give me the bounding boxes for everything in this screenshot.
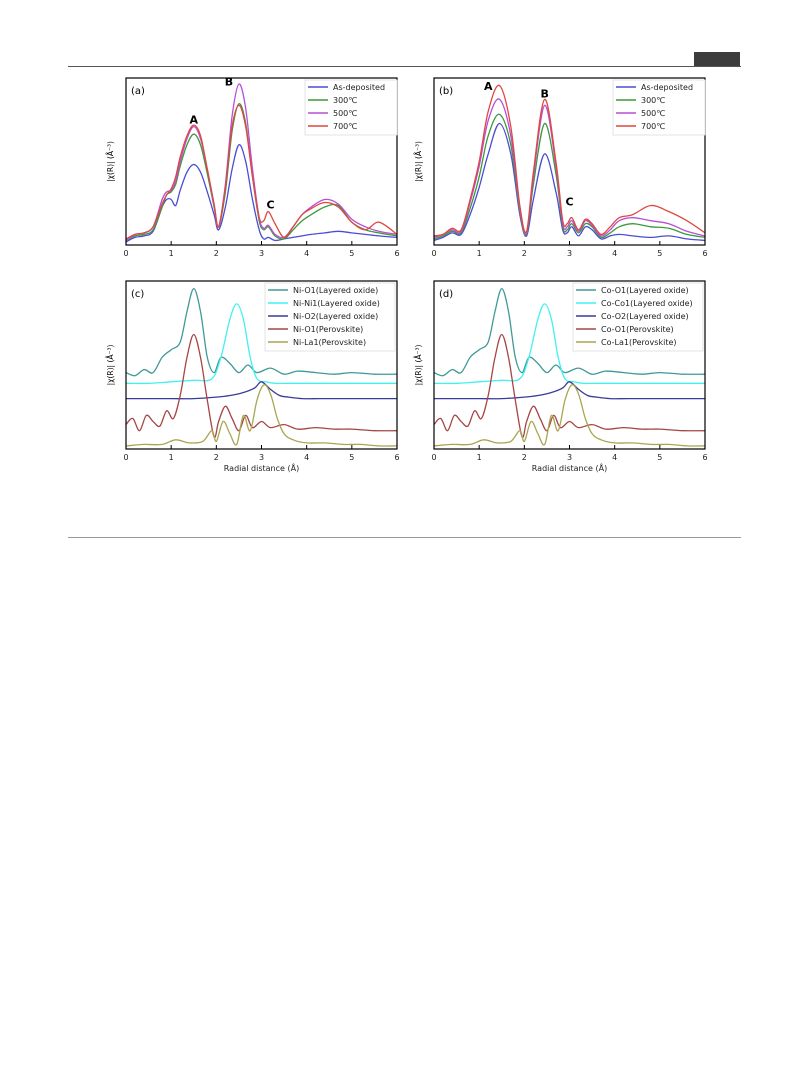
- panel-label: (d): [439, 289, 454, 300]
- chart-panel-c: [104, 279, 404, 487]
- x-tick-label: 3: [258, 453, 265, 462]
- header-tab: [694, 52, 740, 66]
- legend: [613, 80, 705, 135]
- x-tick-label: 0: [431, 453, 437, 462]
- x-tick-label: 1: [476, 249, 482, 258]
- legend-label: Co-O1(Layered oxide): [601, 286, 689, 295]
- panel-label: (a): [131, 86, 145, 97]
- x-tick-label: 4: [304, 249, 310, 258]
- legend-label: Co-La1(Perovskite): [601, 338, 677, 347]
- series-line-5: [126, 385, 397, 446]
- x-tick-label: 0: [431, 249, 437, 258]
- x-tick-label: 5: [657, 249, 663, 258]
- y-axis-label: |χ(R)| (Å⁻³): [106, 141, 115, 182]
- legend-label: Co-Co1(Layered oxide): [601, 299, 693, 308]
- series-line-3: [434, 382, 705, 399]
- x-tick-label: 0: [123, 249, 129, 258]
- legend-label: 500℃: [641, 109, 666, 118]
- y-axis-label: |χ(R)| (Å⁻³): [106, 344, 115, 386]
- x-tick-label: 5: [349, 249, 355, 258]
- chart-panel-d: [412, 279, 712, 487]
- x-tick-label: 6: [702, 249, 708, 258]
- x-tick-label: 2: [213, 249, 219, 258]
- x-tick-label: 1: [476, 453, 482, 462]
- x-tick-label: 6: [394, 249, 400, 258]
- panel-label: (b): [439, 86, 454, 97]
- legend-label: Ni-O1(Layered oxide): [293, 286, 379, 295]
- x-tick-label: 2: [521, 453, 527, 462]
- series-line-5: [434, 385, 705, 446]
- x-tick-label: 1: [168, 453, 174, 462]
- legend: [305, 80, 397, 135]
- legend-label: As-deposited: [641, 83, 694, 92]
- y-axis-label: |χ(R)| (Å⁻³): [414, 141, 423, 182]
- peak-annotation: A: [189, 113, 199, 127]
- legend-label: Ni-O2(Layered oxide): [293, 312, 379, 321]
- x-tick-label: 2: [521, 249, 527, 258]
- x-tick-label: 4: [612, 453, 618, 462]
- legend: [265, 283, 395, 351]
- legend-label: Ni-La1(Perovskite): [293, 338, 367, 347]
- legend-label: Co-O2(Layered oxide): [601, 312, 689, 321]
- legend-label: 700℃: [333, 122, 358, 131]
- chart-panel-a: [104, 76, 404, 270]
- x-axis-label: Radial distance (Å): [531, 464, 608, 473]
- x-tick-label: 4: [612, 249, 618, 258]
- peak-annotation: C: [565, 195, 574, 209]
- legend-label: Co-O1(Perovskite): [601, 325, 674, 334]
- x-tick-label: 4: [304, 453, 310, 462]
- x-tick-label: 3: [566, 249, 573, 258]
- x-tick-label: 0: [123, 453, 129, 462]
- legend-label: 700℃: [641, 122, 666, 131]
- legend-label: 500℃: [333, 109, 358, 118]
- x-tick-label: 5: [349, 453, 355, 462]
- peak-annotation: C: [266, 198, 275, 212]
- x-tick-label: 1: [168, 249, 174, 258]
- legend-label: As-deposited: [333, 83, 386, 92]
- peak-annotation: B: [224, 76, 234, 89]
- peak-annotation: B: [540, 87, 549, 101]
- legend-label: Ni-O1(Perovskite): [293, 325, 364, 334]
- legend-label: 300℃: [641, 96, 666, 105]
- x-tick-label: 2: [213, 453, 219, 462]
- y-axis-label: |χ(R)| (Å⁻³): [414, 344, 423, 386]
- legend-label: 300℃: [333, 96, 358, 105]
- peak-annotation: A: [483, 80, 493, 94]
- chart-panel-b: [412, 76, 712, 270]
- panel-label: (c): [131, 289, 145, 300]
- footer-rule: [68, 537, 741, 538]
- x-axis-label: Radial distance (Å): [223, 464, 300, 473]
- legend-label: Ni-Ni1(Layered oxide): [293, 299, 380, 308]
- series-line-3: [126, 382, 397, 399]
- x-tick-label: 6: [702, 453, 708, 462]
- x-tick-label: 6: [394, 453, 400, 462]
- legend: [573, 283, 703, 351]
- x-tick-label: 3: [566, 453, 573, 462]
- x-tick-label: 5: [657, 453, 663, 462]
- x-tick-label: 3: [258, 249, 265, 258]
- header-rule: [68, 66, 741, 67]
